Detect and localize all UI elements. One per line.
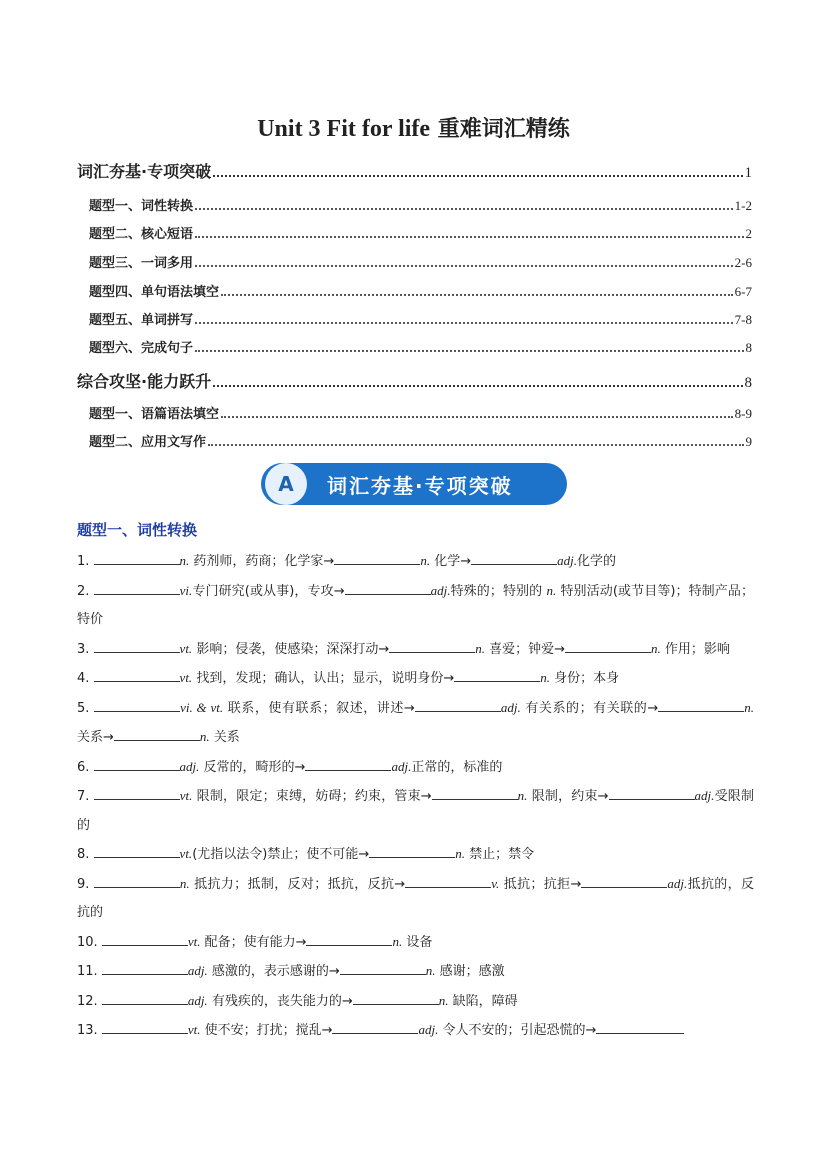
toc-entry-label: 题型六、完成句子 [89,341,194,356]
toc-entry[interactable] [89,224,752,242]
toc-entry-page: 2 [745,226,752,241]
exercise-item [77,577,754,635]
toc-leader-dots [213,385,742,387]
item-text: (尤指以法令)禁止；使不可能→ [192,847,370,862]
item-text: 影响；侵袭，使感染；深深打动→ [192,641,390,657]
answer-blank[interactable] [565,638,651,653]
item-number: 5. [77,700,95,716]
toc-leader-dots [221,294,733,296]
part-of-speech: n. [455,846,465,861]
part-of-speech: n. [540,670,550,685]
part-of-speech: adj. [391,758,412,774]
answer-blank[interactable] [94,550,180,565]
part-of-speech: n. [744,699,754,715]
answer-blank[interactable] [334,550,420,565]
toc-entry-label: 题型二、核心短语 [89,227,194,242]
answer-blank[interactable] [94,843,180,858]
item-text: 药剂师，药商；化学家→ [189,554,335,569]
part-of-speech: n. [179,553,190,568]
answer-blank[interactable] [609,785,695,800]
part-of-speech: adj. [694,788,715,803]
toc-entry-label: 题型二、应用文写作 [89,435,207,450]
toc-entry[interactable] [89,282,752,300]
item-text: 身份；本身 [549,671,620,686]
toc-entry-label: 词汇夯基·专项突破 [77,162,212,181]
answer-blank[interactable] [102,931,188,946]
item-text: 有关系的；有关联的→ [520,700,659,716]
answer-blank[interactable] [94,756,180,771]
answer-blank[interactable] [454,667,540,682]
toc-entry-page: 7-8 [734,312,752,327]
item-number: 4. [77,671,94,686]
part-of-speech: n. [420,553,431,568]
answer-blank[interactable] [415,697,501,712]
toc-leader-dots [195,236,743,238]
answer-blank[interactable] [102,990,188,1005]
answer-blank[interactable] [369,843,455,858]
toc-entry-page: 1 [744,165,752,181]
part-of-speech: n. [392,933,403,949]
toc-entry-label: 题型一、语篇语法填空 [89,407,220,422]
toc-entry[interactable] [89,432,752,450]
item-number: 10. [77,934,102,950]
answer-blank[interactable] [94,785,180,800]
exercise-item [77,664,754,694]
part-of-speech: vt. [179,670,193,685]
exercise-item [77,782,754,840]
answer-blank[interactable] [305,756,391,771]
item-number: 7. [77,789,94,804]
answer-blank[interactable] [432,785,518,800]
answer-blank[interactable] [658,697,744,712]
answer-blank[interactable] [94,638,180,653]
item-number: 9. [77,876,94,892]
item-text: 抵抗力；抵制，反对；抵抗，反抗→ [189,876,406,892]
answer-blank[interactable] [102,960,188,975]
exercise-item [77,547,754,577]
toc-leader-dots [195,322,733,324]
toc-entry[interactable] [89,253,752,271]
toc-entry-page: 2-6 [734,255,752,270]
item-number: 2. [77,583,94,599]
item-text: 特别活动(或节目等)；特制产品；特价 [77,583,754,627]
item-text: 感谢；感激 [435,964,505,979]
item-number: 6. [77,759,94,775]
item-text: 抵抗；抗拒→ [499,876,582,892]
part-of-speech: n. [425,963,436,978]
part-of-speech: adj. [179,758,200,774]
answer-blank[interactable] [94,697,180,712]
item-text: 抵抗的，反抗的 [77,876,754,920]
part-of-speech: vi. [179,582,193,598]
answer-blank[interactable] [306,931,392,946]
part-of-speech: n. [517,788,528,803]
answer-blank[interactable] [471,550,557,565]
section-banner [261,463,567,505]
part-of-speech: n. [546,582,557,598]
part-of-speech: adj. [430,582,451,598]
toc-leader-dots [213,175,742,177]
item-text: 配备；使有能力→ [200,934,307,950]
toc-leader-dots [195,208,733,210]
item-text: 联系，使有联系；叙述，讲述→ [223,700,415,716]
toc-entry-page: 8-9 [734,406,752,421]
toc-entry-label: 题型五、单词拼写 [89,313,194,328]
part-of-speech: vt. [179,640,193,656]
item-text: 限制，约束→ [527,789,609,804]
item-text: 化学的 [576,554,616,569]
toc-leader-dots [195,265,733,267]
item-number: 8. [77,847,94,862]
part-of-speech: vt. [187,1022,201,1037]
item-text: 关系→ [77,730,114,745]
toc-entry[interactable] [89,196,752,214]
toc-entry-page: 8 [745,340,752,355]
part-of-speech: n. [179,875,190,891]
toc-entry-label: 综合攻坚·能力跃升 [77,372,212,391]
exercise-item [77,753,754,783]
item-text: 有残疾的，丧失能力的→ [207,993,353,1009]
item-text: 正常的，标准的 [411,759,503,775]
exercise-item [77,957,754,987]
part-of-speech: adj. [557,553,577,568]
answer-blank[interactable] [102,1019,188,1034]
answer-blank[interactable] [596,1019,684,1034]
toc-entry-page: 6-7 [734,284,752,299]
item-text: 限制，限定；束缚，妨碍；约束，管束→ [192,789,432,804]
toc-entry[interactable] [89,310,752,328]
item-text: 感激的，表示感谢的→ [207,964,340,979]
toc-entry-page: 9 [745,434,752,449]
exercise-item [77,870,754,928]
toc-entry[interactable] [89,338,752,356]
exercise-item [77,928,754,958]
banner-text: 词汇夯基·专项突破 [327,473,513,498]
toc-entry-label: 题型一、词性转换 [89,199,194,214]
answer-blank[interactable] [332,1019,418,1034]
toc-leader-dots [195,350,743,352]
toc-entry-page: 1-2 [734,198,752,213]
item-text: 特殊的；特别的 [450,583,547,599]
exercise-item [77,1016,754,1046]
item-text: 作用；影响 [660,641,730,657]
toc-entry-label: 题型四、单句语法填空 [89,285,220,300]
answer-blank[interactable] [581,873,667,888]
answer-blank[interactable] [94,580,180,595]
banner-badge: A [265,463,307,505]
toc-entry-page: 8 [744,375,752,391]
item-text: 喜爱；钟爱→ [484,641,565,657]
part-of-speech: adj. [187,992,208,1008]
exercise-item [77,694,754,753]
answer-blank[interactable] [405,873,491,888]
part-of-speech: vi. & vt. [180,699,224,715]
item-number: 11. [77,964,102,979]
answer-blank[interactable] [389,638,475,653]
item-number: 13. [77,1023,102,1038]
part-of-speech: n. [199,729,210,744]
part-of-speech: vt. [179,788,193,803]
toc-entry[interactable] [77,160,752,182]
part-of-speech: adj. [667,875,688,891]
toc-leader-dots [208,444,743,446]
part-of-speech: adj. [187,963,208,978]
part-of-speech: n. [651,640,661,656]
toc-entry[interactable] [89,404,752,422]
exercise-item [77,840,754,870]
part-of-speech: adj. [418,1022,439,1037]
item-number: 3. [77,641,94,657]
exercise-list [77,547,754,1046]
title-chinese: 重难词汇精练 [437,117,570,142]
answer-blank[interactable] [345,580,431,595]
item-number: 1. [77,554,94,569]
part-of-speech: vt. [179,846,193,861]
toc-entry[interactable] [77,370,752,392]
part-of-speech: vt. [187,933,201,949]
title-english: Unit 3 Fit for life [257,116,431,142]
item-text: 反常的，畸形的→ [199,759,306,775]
item-text: 关系 [209,730,240,745]
item-text: 受限制的 [77,789,754,833]
part-of-speech: n. [438,992,449,1008]
item-text: 使不安；打扰；搅乱→ [200,1023,333,1038]
exercise-item [77,987,754,1017]
item-text: 令人不安的；引起恐慌的→ [438,1023,597,1038]
item-text: 找到，发现；确认，认出；显示，说明身份→ [192,671,455,686]
item-text: 专门研究(或从事)，专攻→ [192,583,345,599]
toc-leader-dots [221,416,733,418]
answer-blank[interactable] [94,667,180,682]
answer-blank[interactable] [114,726,200,741]
part-of-speech: adj. [500,699,521,715]
part-of-speech: v. [491,875,500,891]
item-text: 化学→ [430,554,472,569]
item-text: 设备 [402,934,433,950]
part-of-speech: n. [475,640,485,656]
item-text: 缺陷，障碍 [448,993,518,1009]
item-text: 禁止；禁令 [464,847,535,862]
exercise-item [77,635,754,665]
answer-blank[interactable] [340,960,426,975]
answer-blank[interactable] [94,873,180,888]
section-heading: 题型一、词性转换 [77,521,198,539]
answer-blank[interactable] [353,990,439,1005]
page-title [0,112,827,143]
item-number: 12. [77,993,102,1009]
toc-entry-label: 题型三、一词多用 [89,256,194,271]
